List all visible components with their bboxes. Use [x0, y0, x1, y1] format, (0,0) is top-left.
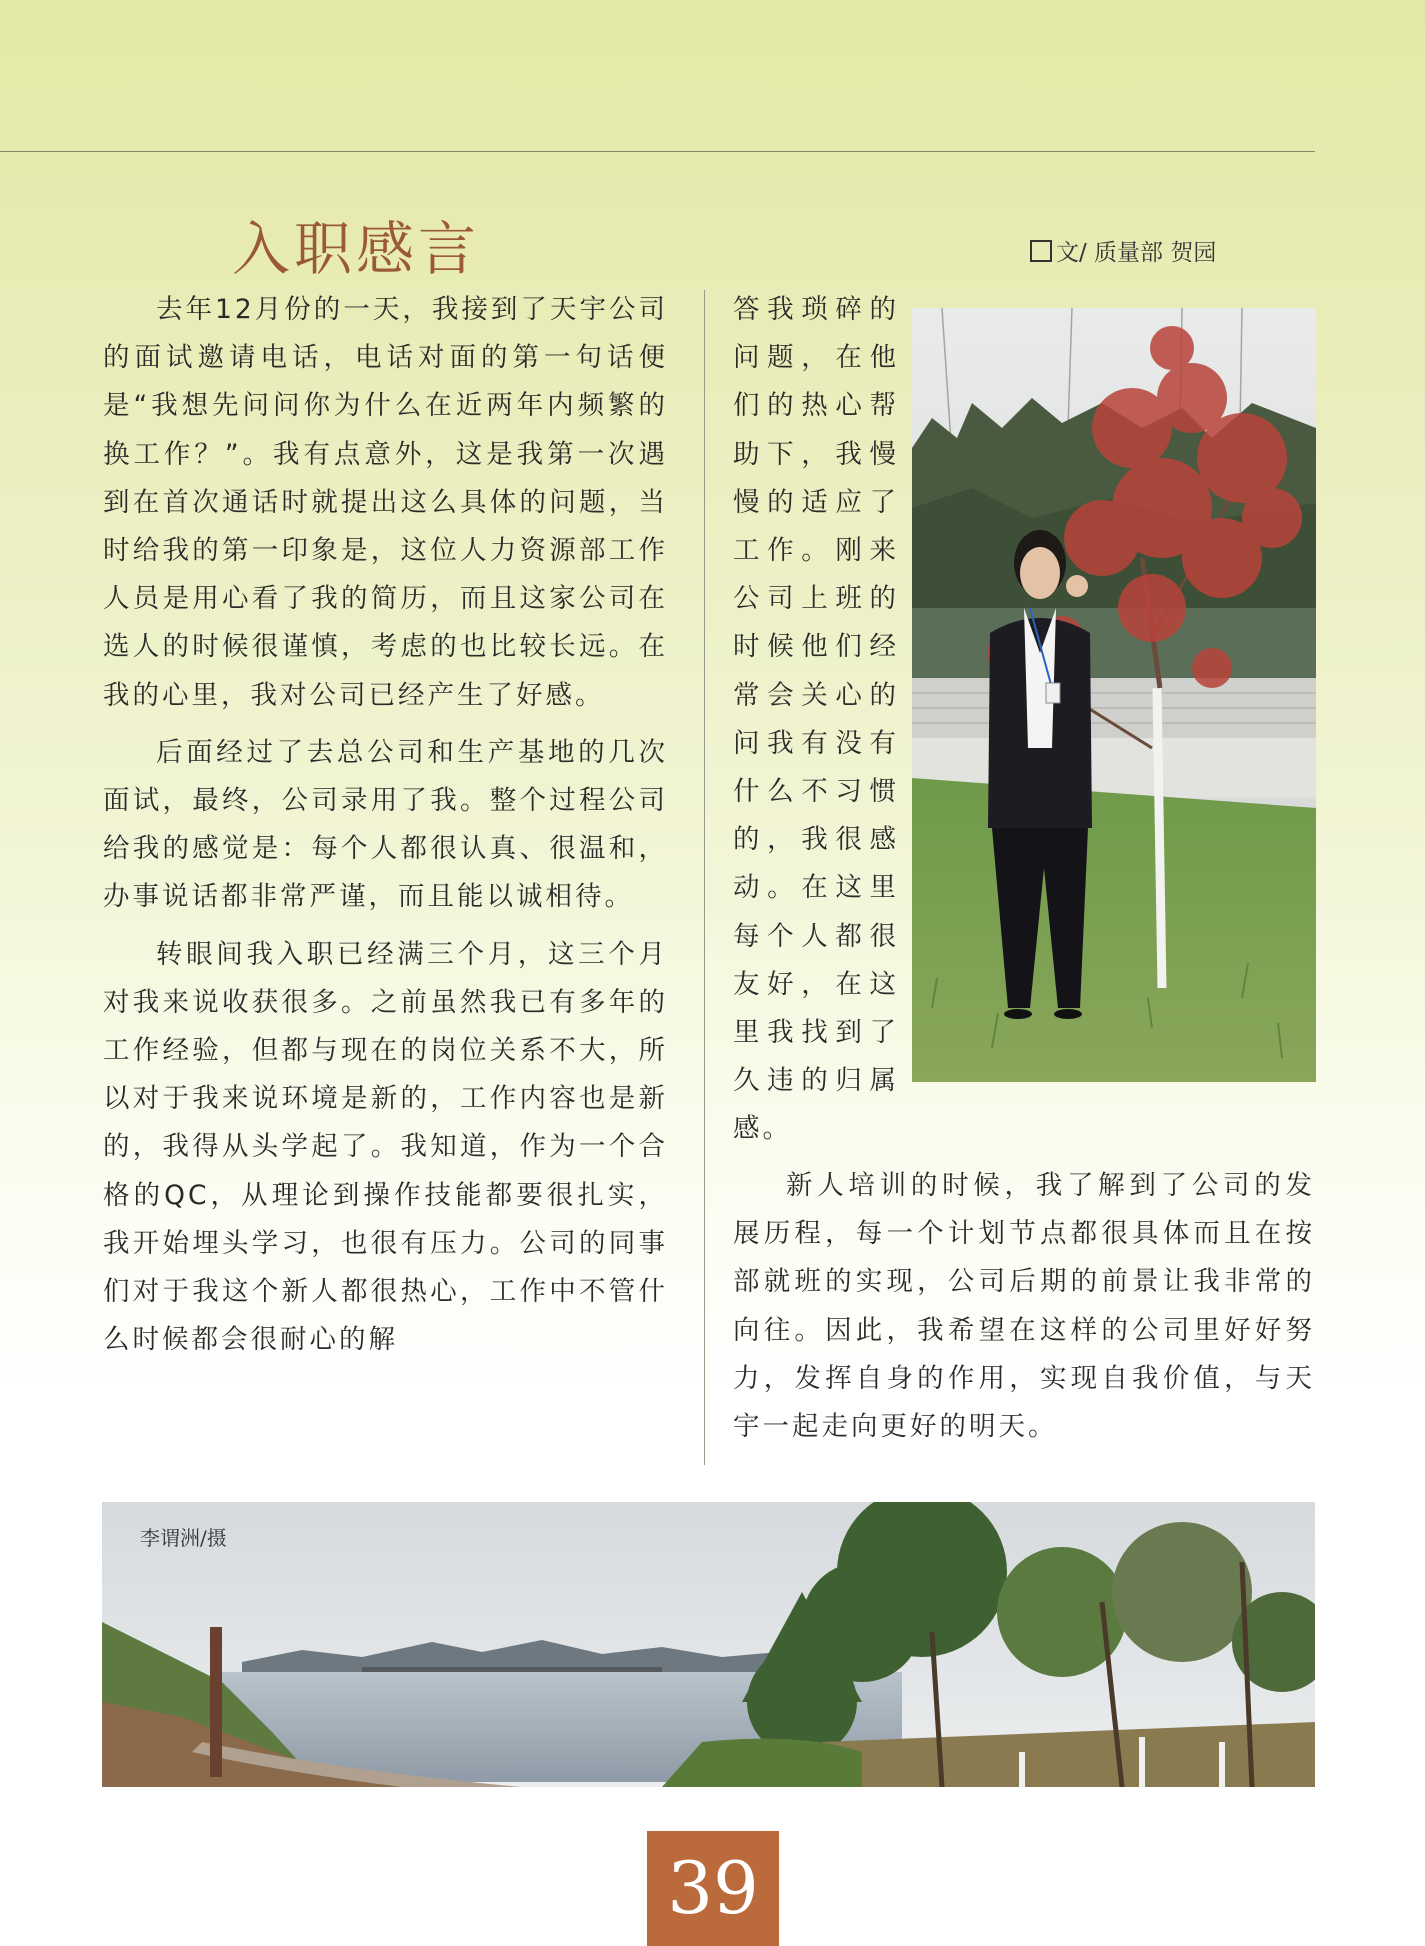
article-title: 入职感言 — [232, 215, 481, 283]
portrait-photo — [912, 308, 1316, 1082]
photo-credit: 李谓洲/摄 — [140, 1526, 227, 1550]
left-column — [103, 286, 668, 1373]
byline — [1030, 234, 1216, 267]
panorama-photo — [102, 1502, 1315, 1787]
narrow-column — [733, 286, 899, 1154]
paragraph-1: 去年12月份的一天，我接到了天宇公司的面试邀请电话，电话对面的第一句话便是“我想先问问你为什么在近两年内频繁的换工作？”。我有点意外，这是我第一次遇到在首次通话时就提出这么具体的问题，当时给我的第一印象是，这位人力资源部工作人员是用心看了我的简历，而且这家公司在选人的时候很谨慎，考虑的也比较长远。在我的心里，我对公司已经产生了好感。 — [103, 294, 668, 711]
column-divider — [704, 290, 705, 1465]
paragraph-continued: 答我琐碎的问题，在他们的热心帮助下，我慢慢的适应了工作。刚来公司上班的时候他们经常会关心的问我有没有什么不习惯的，我很感动。在这里每个人都很友好，在这里我找到了久违的归属感。 — [733, 294, 899, 1145]
page-number: 39 — [647, 1831, 779, 1946]
paragraph-3: 转眼间我入职已经满三个月，这三个月对我来说收获很多。之前虽然我已有多年的工作经验，但都与现在的岗位关系不大，所以对于我来说环境是新的，工作内容也是新的，我得从头学起了。我知道，作为一个合格的QC，从理论到操作技能都要很扎实，我开始埋头学习，也很有压力。公司的同事们对于我这个新人都很热心，工作中不管什么时候都会很耐心的解 — [103, 938, 668, 1356]
byline-text: 文/ 质量部 贺园 — [1056, 240, 1217, 266]
right-column — [733, 1162, 1315, 1460]
square-icon — [1030, 240, 1052, 262]
paragraph-2: 后面经过了去总公司和生产基地的几次面试，最终，公司录用了我。整个过程公司给我的感觉是：每个人都很认真、很温和，办事说话都非常严谨，而且能以诚相待。 — [103, 736, 668, 913]
paragraph-4: 新人培训的时候，我了解到了公司的发展历程，每一个计划节点都很具体而且在按部就班的实现，公司后期的前景让我非常的向往。因此，我希望在这样的公司里好好努力，发挥自身的作用，实现自我价值，与天宇一起走向更好的明天。 — [733, 1170, 1315, 1443]
header-rule — [0, 151, 1315, 152]
